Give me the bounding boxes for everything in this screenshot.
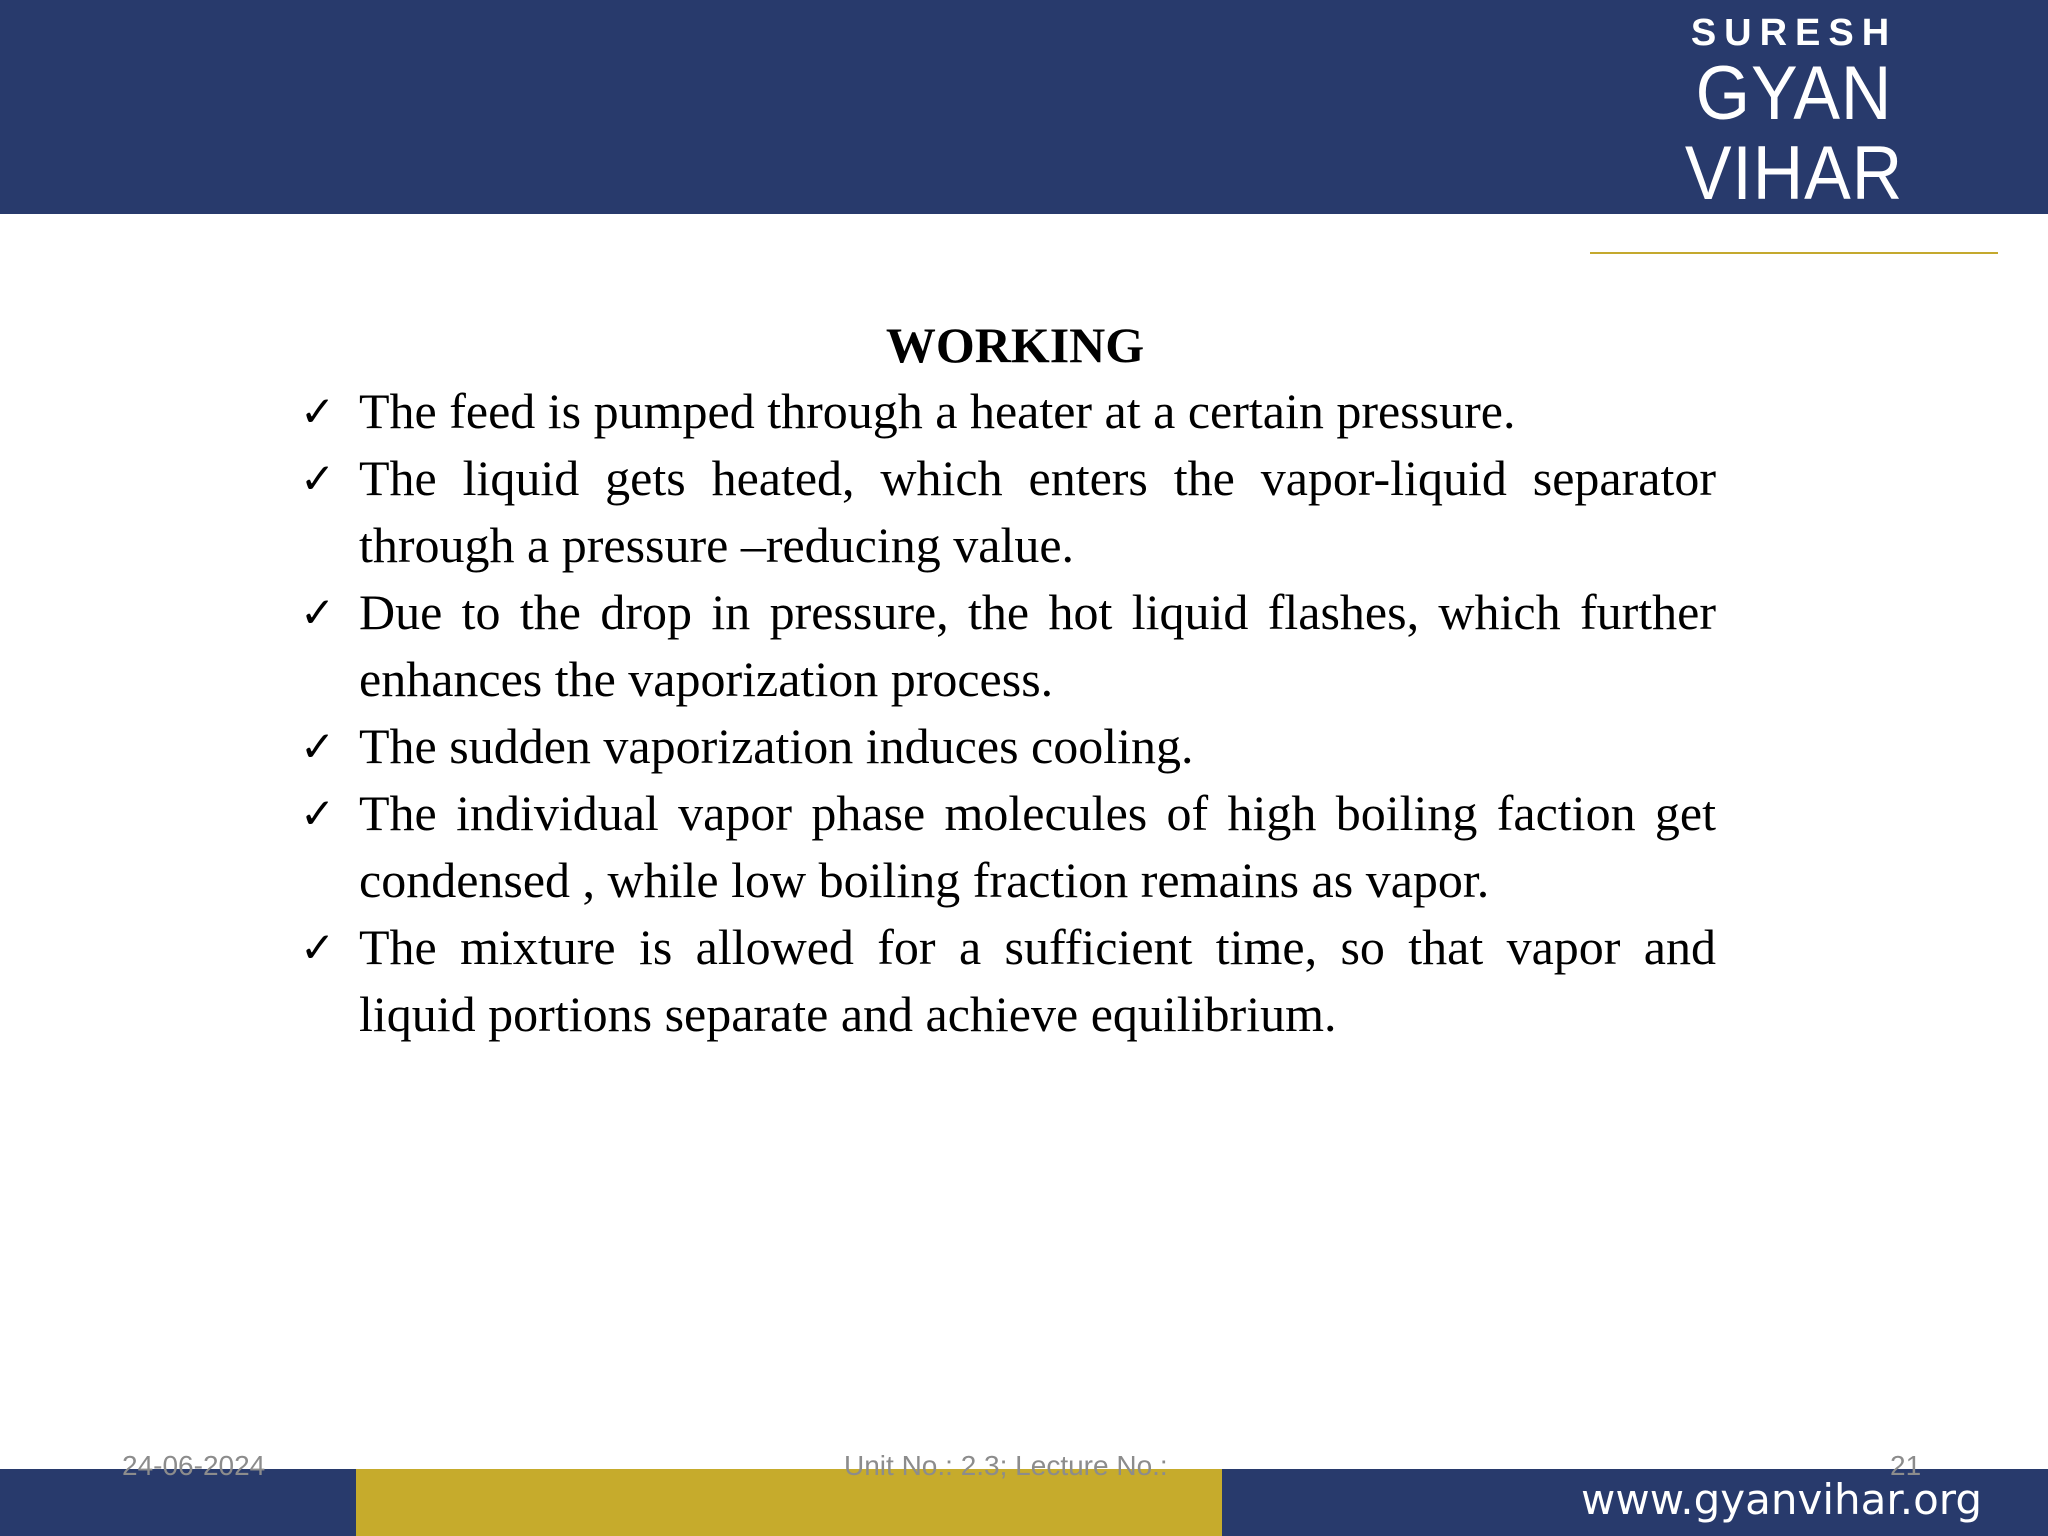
logo-top-text: SURESH	[1690, 12, 1898, 54]
list-item-text: The individual vapor phase molecules of high boiling faction get condensed , while low boiling fraction remains as vapor.	[359, 785, 1716, 908]
list-item	[300, 914, 1716, 1048]
check-mark-icon: ✓	[300, 923, 336, 972]
list-item	[300, 445, 1716, 579]
check-mark-icon: ✓	[300, 722, 336, 771]
check-mark-icon: ✓	[300, 454, 336, 503]
footer-page-number: 21	[1890, 1450, 1922, 1481]
footer-website-url: www.gyanvihar.org	[1581, 1475, 1982, 1524]
check-mark-icon: ✓	[300, 588, 336, 637]
slide-title: WORKING	[885, 317, 1145, 373]
bullet-list	[300, 378, 1716, 1048]
list-item	[300, 713, 1716, 780]
logo-accreditation-text: Accredited by NAAC with ‘A’ Grade	[1610, 258, 1978, 283]
list-item	[300, 579, 1716, 713]
slide-content	[300, 312, 1716, 1048]
list-item-text: The liquid gets heated, which enters the vapor-liquid separator through a pressure –reducing value.	[359, 450, 1716, 573]
list-item-text: The sudden vaporization induces cooling.	[359, 718, 1194, 774]
logo-sub-text: UNIVERSITY	[1602, 218, 2021, 249]
list-item	[300, 780, 1716, 914]
list-item-text: The feed is pumped through a heater at a certain pressure.	[359, 383, 1516, 439]
header-band	[0, 0, 2048, 283]
list-item-text: The mixture is allowed for a sufficient time, so that vapor and liquid portions separate and achieve equilibrium.	[359, 919, 1716, 1042]
university-logo	[1584, 10, 2021, 283]
list-item	[300, 378, 1716, 445]
footer-unit-lecture: Unit No.: 2.3; Lecture No.:	[844, 1450, 1168, 1481]
check-mark-icon: ✓	[300, 789, 336, 838]
check-mark-icon: ✓	[300, 387, 336, 436]
logo-main-text: GYAN VIHAR	[1684, 51, 1904, 216]
list-item-text: Due to the drop in pressure, the hot liquid flashes, which further enhances the vaporization process.	[359, 584, 1716, 707]
footer-date: 24-06-2024	[122, 1450, 266, 1481]
